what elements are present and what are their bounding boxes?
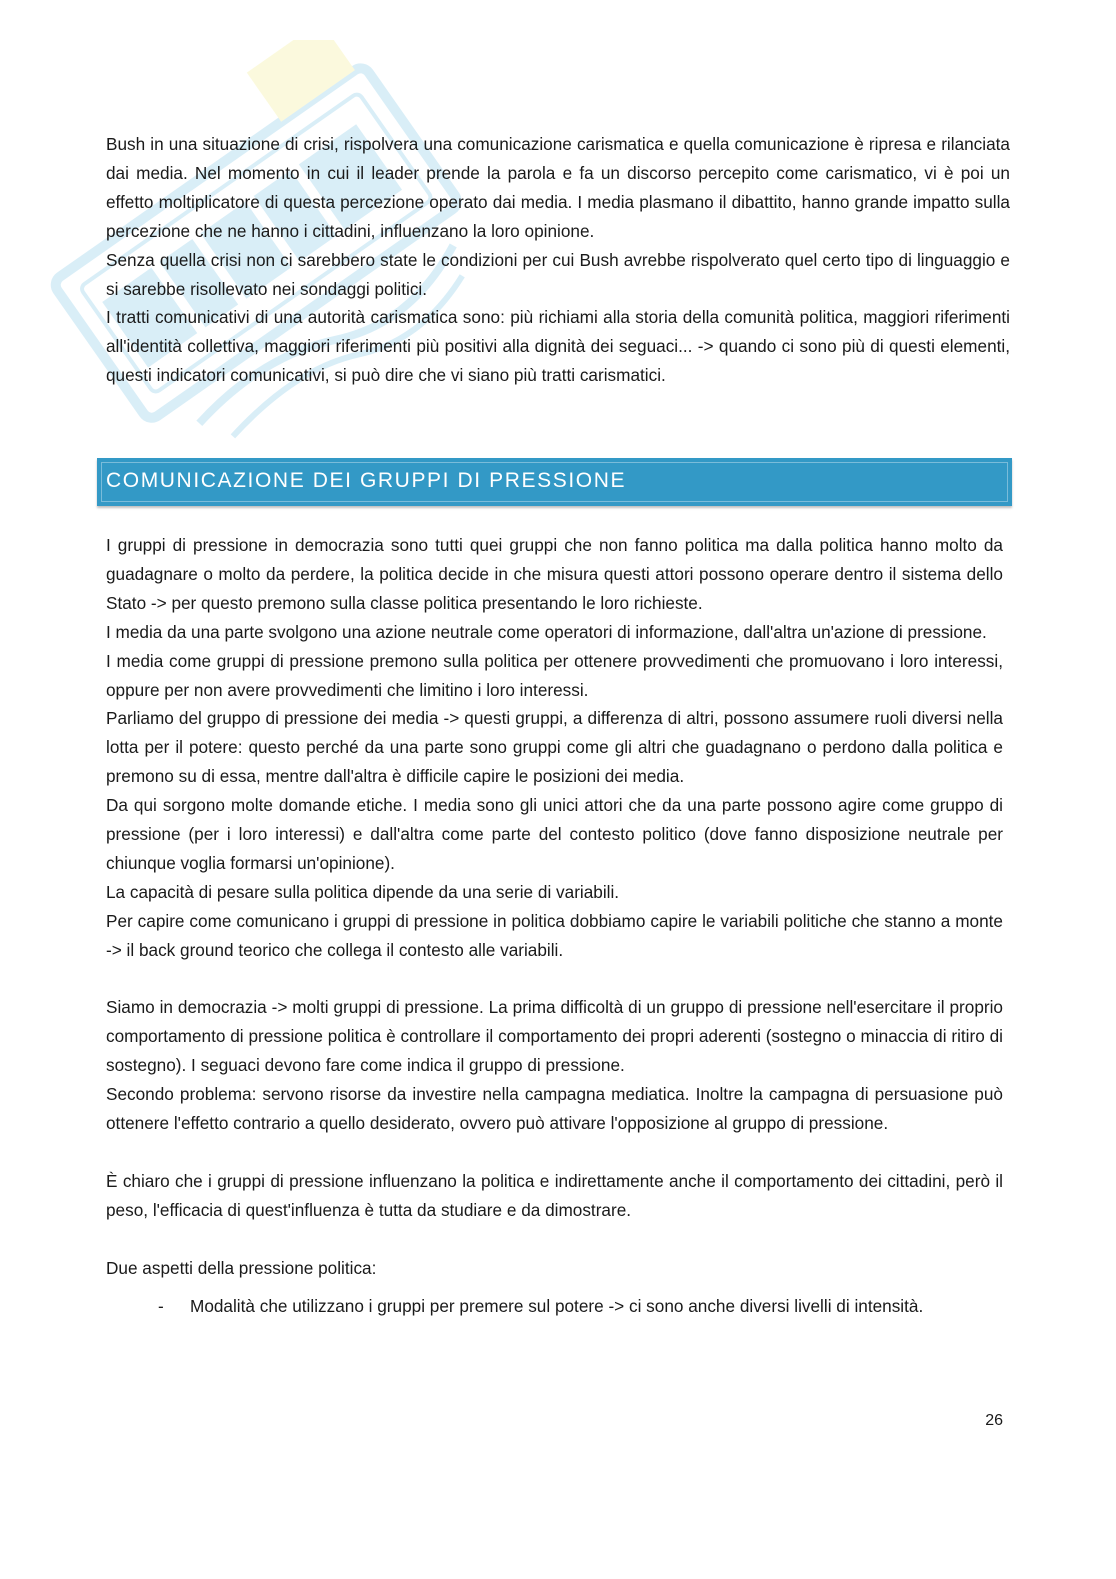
section-header <box>97 458 1012 506</box>
bullet-dash-icon: - <box>158 1295 164 1316</box>
paragraph: Senza quella crisi non ci sarebbero state le condizioni per cui Bush avrebbe rispolverato quel certo tipo di linguaggio e si sarebbe risollevato nei sondaggi politici. <box>106 249 1010 299</box>
paragraph: I media da una parte svolgono una azione neutrale come operatori di informazione, dall'altra un'azione di pressione. <box>106 621 987 642</box>
paragraph: Siamo in democrazia -> molti gruppi di pressione. La prima difficoltà di un gruppo di pressione nell'esercitare il proprio comportamento di pressione politica è controllare il comportamento dei propri aderenti (sostegno o minaccia di ritiro di sostegno). I seguaci devono fare come indica il gruppo di pressione. <box>106 997 1003 1076</box>
page-number: 26 <box>985 1412 1003 1429</box>
paragraph: Da qui sorgono molte domande etiche. I media sono gli unici attori che da una parte possono agire come gruppo di pressione (per i loro interessi) e dall'altra come parte del contesto politico (dove fanno disposizione neutrale per chiunque voglia formarsi un'opinione). <box>106 795 1003 873</box>
list-item <box>106 1292 1003 1321</box>
paragraph: Secondo problema: servono risorse da investire nella campagna mediatica. Inoltre la campagna di persuasione può ottenere l'effetto contrario a quello desiderato, ovvero può attivare l'opposizione al gruppo di pressione. <box>106 1084 1003 1134</box>
section-text-block <box>106 531 1003 1320</box>
intro-text-block <box>106 130 1010 390</box>
paragraph: Parliamo del gruppo di pressione dei media -> questi gruppi, a differenza di altri, possono assumere ruoli diversi nella lotta per il potere: questo perché da una parte sono gruppi come gli altri che guadagnano o perdono dalla politica e premono su di essa, mentre dall'altra è difficile capire le posizioni dei media. <box>106 708 1003 787</box>
section-title: COMUNICAZIONE DEI GRUPPI DI PRESSIONE <box>106 469 627 492</box>
paragraph: È chiaro che i gruppi di pressione influenzano la politica e indirettamente anche il comportamento dei cittadini, però il peso, l'efficacia di quest'influenza è tutta da studiare e da dimostrare. <box>106 1170 1003 1220</box>
aspects-intro: Due aspetti della pressione politica: <box>106 1257 377 1278</box>
paragraph: La capacità di pesare sulla politica dipende da una serie di variabili. <box>106 881 620 902</box>
paragraph: Per capire come comunicano i gruppi di pressione in politica dobbiamo capire le variabili politiche che stanno a monte -> il back ground teorico che collega il contesto alle variabili. <box>106 910 1003 960</box>
paragraph: I gruppi di pressione in democrazia sono tutti quei gruppi che non fanno politica ma dalla politica hanno molto da guadagnare o molto da perdere, la politica decide in che misura questi attori possono operare dentro il sistema dello Stato -> per questo premono sulla classe politica presentando le loro richieste. <box>106 535 1003 613</box>
paragraph: Bush in una situazione di crisi, rispolvera una comunicazione carismatica e quella comunicazione è ripresa e rilanciata dai media. Nel momento in cui il leader prende la parola e fa un discorso percepito come carismatico, vi è poi un effetto moltiplicatore di questa percezione operato dai media. I media plasmano il dibattito, hanno grande impatto sulla percezione che ne hanno i cittadini, influenzano la loro opinione. <box>106 134 1010 241</box>
paragraph: I media come gruppi di pressione premono sulla politica per ottenere provvedimenti che promuovano i loro interessi, oppure per non avere provvedimenti che limitino i loro interessi. <box>106 650 1003 700</box>
paragraph: I tratti comunicativi di una autorità carismatica sono: più richiami alla storia della comunità politica, maggiori riferimenti all'identità collettiva, maggiori riferimenti più positivi alla dignità dei seguaci... -> quando ci sono più di questi elementi, questi indicatori comunicativi, si può dire che vi siano più tratti carismatici. <box>106 307 1010 386</box>
list-item-text: Modalità che utilizzano i gruppi per premere sul potere -> ci sono anche diversi livelli di intensità. <box>190 1295 924 1316</box>
